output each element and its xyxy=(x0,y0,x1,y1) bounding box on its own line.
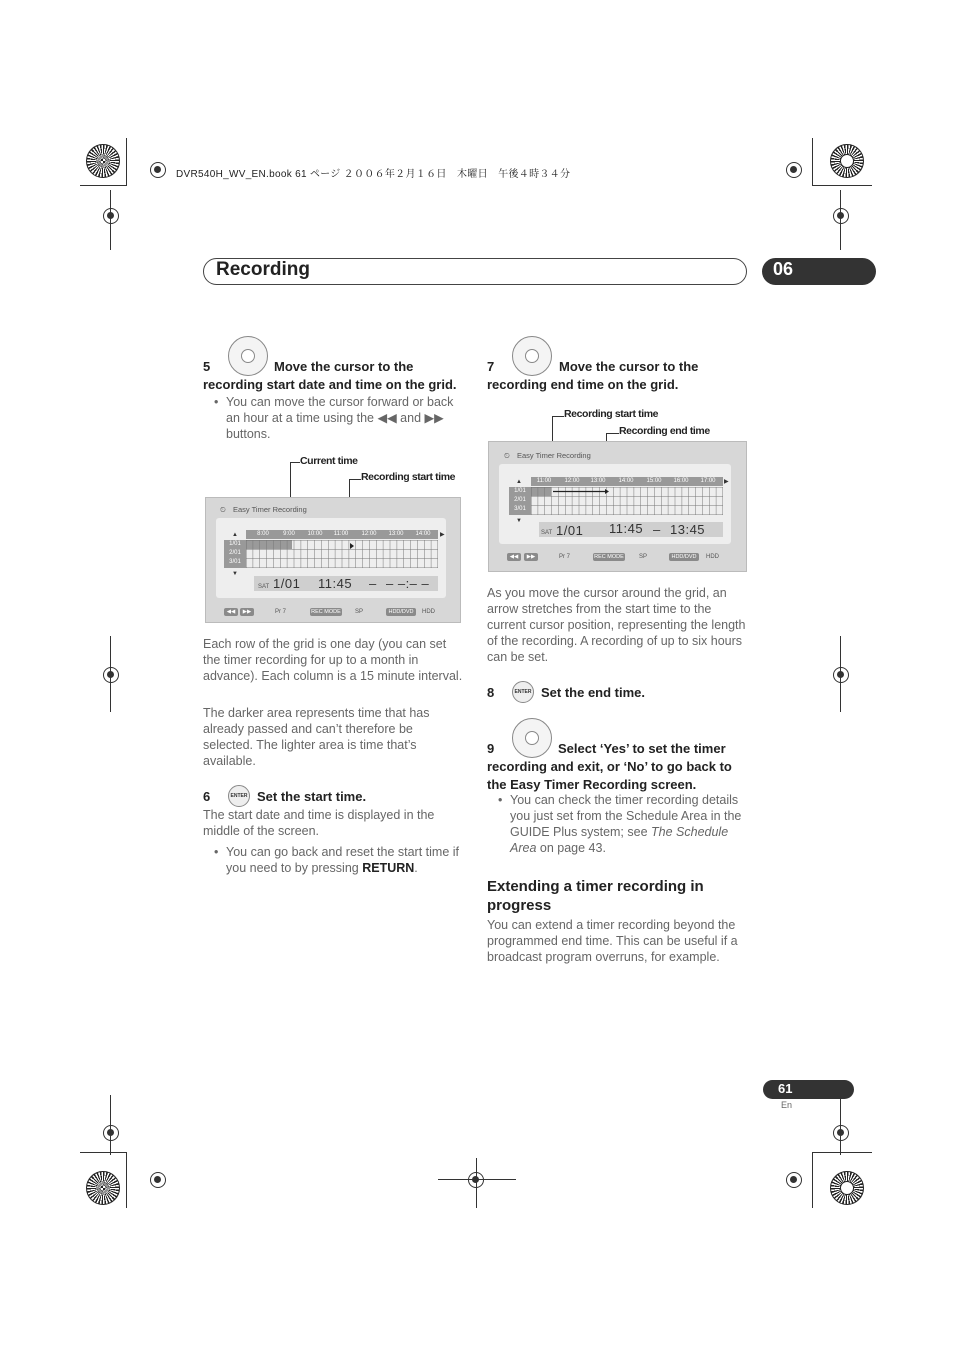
step-9-heading: Select ‘Yes’ to set the timer xyxy=(558,741,726,756)
rewind-icon: ◀◀ xyxy=(507,553,521,561)
step-6-heading: Set the start time. xyxy=(257,789,367,804)
page-number: 61 xyxy=(778,1081,793,1096)
crosshair-icon xyxy=(833,208,849,224)
rewind-icon: ◀◀ xyxy=(224,608,238,616)
registration-wheel-icon xyxy=(86,1171,120,1205)
step-8-heading: Set the end time. xyxy=(541,685,646,700)
hour-label: 11:00 xyxy=(536,478,552,484)
cursor-description: As you move the cursor around the grid, an arrow stretches from the start time to the current cursor position, representing the length of the recording. A recording of up to six hours can be set. xyxy=(487,586,746,664)
program-label: Pr 7 xyxy=(559,554,571,560)
step-6-bullet: • You can go back and reset the start time if you need to by pressing RETURN. xyxy=(226,844,466,876)
easy-timer-screen-1: ⏲ Easy Timer Recording ▲ ▶ 8:00 9:00 10:00 11:00 12:00 13:00 14:00 1/01 2/01 3/01 ▼ SAT 1/01 11:45 – – –:– – ◀◀ ▶▶ Pr 7 REC MODE SP HDD/DVD HDD xyxy=(205,497,461,623)
crosshair-icon xyxy=(786,1172,802,1188)
step-5-bullet: • You can move the cursor forward or back an hour at a time using the ◀◀ and ▶▶ buttons. xyxy=(226,394,464,442)
step-5-heading-cont: recording start date and time on the grid. xyxy=(203,377,457,392)
callout-recording-start-time: Recording start time xyxy=(564,408,659,420)
hour-label: 9:00 xyxy=(283,531,295,537)
step-8-number: 8 xyxy=(487,685,495,700)
navigation-pad-icon xyxy=(512,718,552,758)
schedule-grid[interactable] xyxy=(531,487,723,515)
date-label: 2/01 xyxy=(229,550,241,556)
date-label: 3/01 xyxy=(229,559,241,565)
step-7-heading-cont: recording end time on the grid. xyxy=(487,377,679,392)
time-separator: – xyxy=(653,522,661,537)
fast-forward-icon: ▶▶ xyxy=(240,608,254,616)
hour-label: 14:00 xyxy=(415,531,431,537)
step-9-heading-cont: recording and exit, or ‘No’ to go back to the Easy Timer Recording screen. xyxy=(487,759,732,792)
crosshair-icon xyxy=(150,162,166,178)
date-label: 2/01 xyxy=(514,497,526,503)
area-description: The darker area represents time that has already passed and can’t therefore be selected. The lighter area is time that’s available. xyxy=(203,706,430,768)
crosshair-icon xyxy=(103,667,119,683)
step-7-number: 7 xyxy=(487,359,495,374)
callout-recording-start-time: Recording start time xyxy=(361,471,456,483)
screen-title: Easy Timer Recording xyxy=(517,451,591,460)
page-number-tab xyxy=(763,1080,854,1099)
hour-label: 8:00 xyxy=(257,531,269,537)
hour-label: 12:00 xyxy=(564,478,580,484)
end-time: – –:– – xyxy=(386,576,430,591)
language-label: En xyxy=(781,1100,793,1110)
hour-label: 14:00 xyxy=(618,478,634,484)
hour-label: 10:00 xyxy=(307,531,323,537)
hour-label: 15:00 xyxy=(646,478,662,484)
fast-forward-icon: ▶▶ xyxy=(524,553,538,561)
hour-label: 11:00 xyxy=(333,531,349,537)
enter-button-icon: ENTER xyxy=(512,681,534,703)
chapter-number: 06 xyxy=(773,259,794,279)
callout-recording-end-time: Recording end time xyxy=(619,425,710,437)
registration-wheel-icon xyxy=(830,144,864,178)
hour-label: 13:00 xyxy=(590,478,606,484)
start-time: 11:45 xyxy=(609,521,644,536)
section-title: Recording xyxy=(216,259,310,280)
date-label: 3/01 xyxy=(514,506,526,512)
date-label: 1/01 xyxy=(229,541,241,547)
step-6-body: The start date and time is displayed in the middle of the screen. xyxy=(203,808,435,838)
end-time: 13:45 xyxy=(670,522,706,537)
navigation-pad-icon xyxy=(512,336,552,376)
hdd-dvd-label: HDD/DVD xyxy=(669,553,699,561)
start-date: 1/01 xyxy=(273,576,301,591)
day-label: SAT xyxy=(258,584,270,590)
hdd-value: HDD xyxy=(706,554,719,560)
timer-icon: ⏲ xyxy=(504,451,510,460)
easy-timer-screen-2: ⏲ Easy Timer Recording ▲ ▶ 11:00 12:00 13:00 14:00 15:00 16:00 17:00 1/01 2/01 3/01 ▼ SAT 1/01 11:45 – 13:45 ◀◀ ▶▶ Pr 7 REC MODE SP HDD/DVD HDD xyxy=(488,441,747,572)
time-separator: – xyxy=(369,576,377,591)
start-time: 11:45 xyxy=(318,576,353,591)
step-9-bullet: • You can check the timer recording details you just set from the Schedule Area in the GUIDE Plus system; see The Schedule Area on page 43. xyxy=(510,792,750,856)
step-6-number: 6 xyxy=(203,789,211,804)
crosshair-icon xyxy=(786,162,802,178)
step-5-heading: Move the cursor to the xyxy=(274,359,414,374)
step-5-number: 5 xyxy=(203,359,211,374)
step-7-heading: Move the cursor to the xyxy=(559,359,699,374)
hour-label: 17:00 xyxy=(700,478,716,484)
program-label: Pr 7 xyxy=(275,609,287,615)
hour-label: 16:00 xyxy=(673,478,689,484)
crosshair-icon xyxy=(833,1125,849,1141)
callout-current-time: Current time xyxy=(300,455,358,467)
crosshair-icon xyxy=(103,208,119,224)
extending-description: You can extend a timer recording beyond the programmed end time. This can be useful if a broadcast program overruns, for example. xyxy=(487,918,738,964)
enter-button-icon: ENTER xyxy=(228,785,250,807)
timer-icon: ⏲ xyxy=(220,505,226,514)
grid-description: Each row of the grid is one day (you can set the timer recording for up to a month in advance). Each column is a 15 minute interval. xyxy=(203,637,463,683)
schedule-grid[interactable] xyxy=(246,540,438,568)
day-label: SAT xyxy=(541,530,553,536)
date-label: 1/01 xyxy=(514,488,526,494)
file-info-line: DVR540H_WV_EN.book 61 ページ ２００６年２月１６日 木曜日 午後４時３４分 xyxy=(176,169,571,180)
crosshair-icon xyxy=(103,1125,119,1141)
rec-mode-value: SP xyxy=(639,554,648,560)
screen-title: Easy Timer Recording xyxy=(233,505,307,514)
step-9-number: 9 xyxy=(487,741,495,756)
navigation-pad-icon xyxy=(228,336,268,376)
hour-label: 12:00 xyxy=(361,531,377,537)
subsection-heading: Extending a timer recording in progress xyxy=(487,878,704,914)
hdd-dvd-label: HDD/DVD xyxy=(386,608,416,616)
crosshair-icon xyxy=(150,1172,166,1188)
registration-wheel-icon xyxy=(86,144,120,178)
hdd-value: HDD xyxy=(422,609,435,615)
start-date: 1/01 xyxy=(556,523,584,538)
hour-label: 13:00 xyxy=(388,531,404,537)
registration-wheel-icon xyxy=(830,1171,864,1205)
crosshair-icon xyxy=(833,667,849,683)
rec-mode-value: SP xyxy=(355,609,364,615)
rec-mode-label: REC MODE xyxy=(594,554,624,560)
rec-mode-label: REC MODE xyxy=(311,609,341,615)
